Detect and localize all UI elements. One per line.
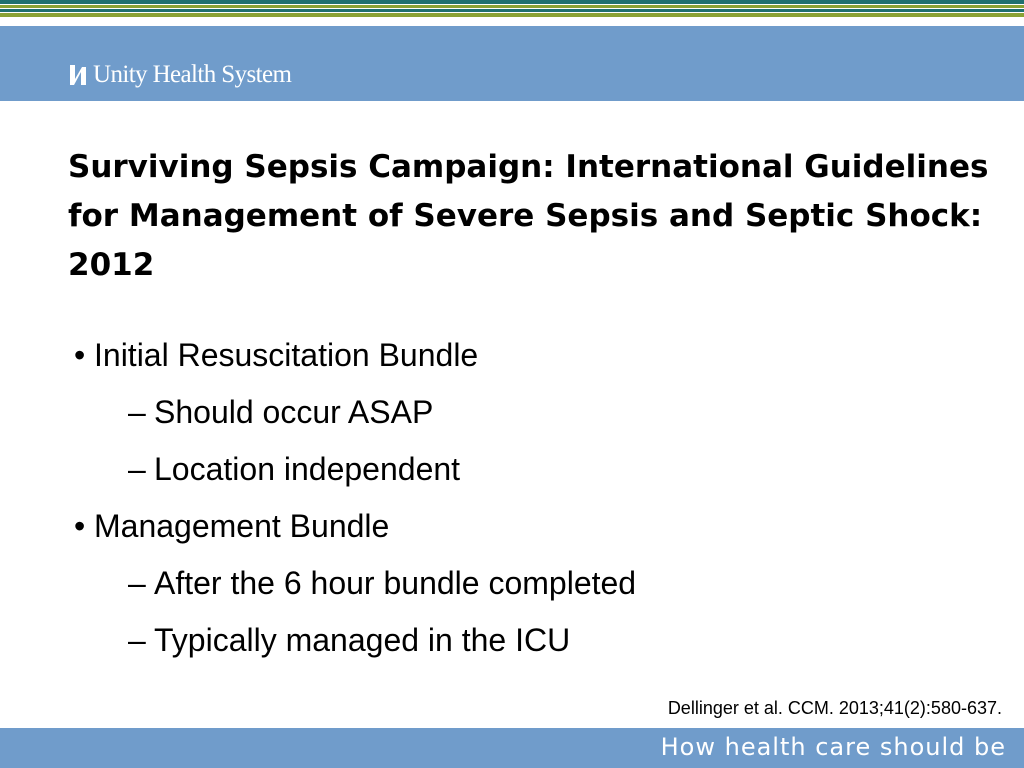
- bullet-item: [74, 498, 974, 555]
- sub-bullet-text: Location independent: [154, 451, 461, 487]
- bullet-marker: •: [74, 337, 86, 373]
- footer-tagline: How health care should be: [660, 733, 1006, 761]
- bullet-text: Management Bundle: [94, 508, 390, 544]
- dash-marker: –: [128, 451, 146, 487]
- top-stripe-teal: [0, 0, 1024, 4]
- slide-title: Surviving Sepsis Campaign: International Guidelines for Management of Severe Sepsis and Septic Shock: 2012: [68, 149, 989, 283]
- footer-band: [0, 728, 1024, 768]
- bullet-item: [74, 327, 974, 384]
- unity-health-logo: [68, 58, 291, 92]
- dash-marker: –: [128, 565, 146, 601]
- citation: Dellinger et al. CCM. 2013;41(2):580-637.: [667, 698, 1002, 718]
- sub-bullet-text: After the 6 hour bundle completed: [154, 565, 637, 601]
- bullet-marker: •: [74, 508, 86, 544]
- dash-marker: –: [128, 622, 146, 658]
- top-stripe-teal-2: [0, 9, 1024, 12]
- dash-marker: –: [128, 394, 146, 430]
- sub-bullet-text: Typically managed in the ICU: [154, 622, 571, 658]
- top-stripe-green-2: [0, 13, 1024, 17]
- sub-bullet-item: [74, 441, 974, 498]
- sub-bullet-item: [74, 555, 974, 612]
- logo-text: Unity Health System: [93, 61, 292, 88]
- sub-bullet-text: Should occur ASAP: [154, 394, 434, 430]
- top-stripe-green: [0, 5, 1024, 8]
- sub-bullet-item: [74, 384, 974, 441]
- sub-bullet-item: [74, 612, 974, 669]
- bullet-text: Initial Resuscitation Bundle: [94, 337, 479, 373]
- unity-swoosh-icon: [68, 63, 88, 87]
- bullet-list: [74, 327, 974, 669]
